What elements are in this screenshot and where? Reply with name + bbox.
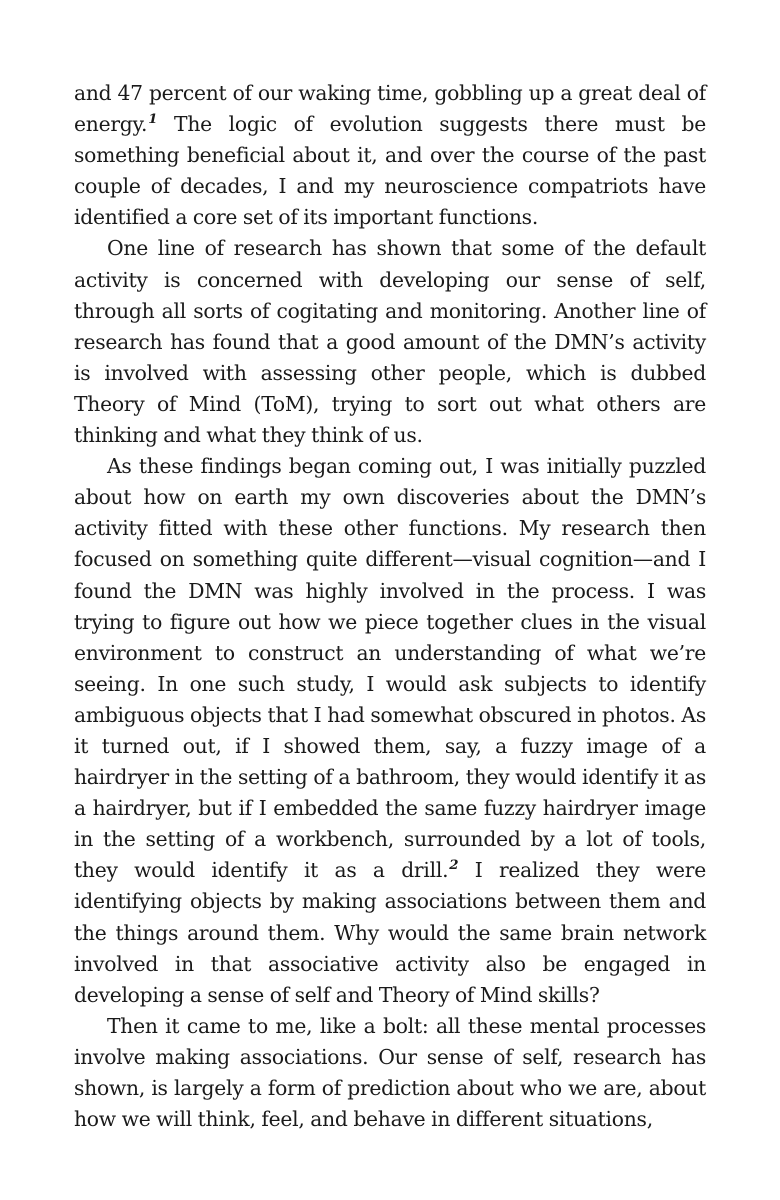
paragraph-1-text-b: The logic of evolution suggests there must be something beneficial about it, and over the course of the past couple of decades, I and my neuroscience compatriots have identified a core set of its important functions. xyxy=(74,112,706,230)
paragraph-4-text: Then it came to me, like a bolt: all these mental processes involve making associations. Our sense of self, research has shown, is largely a form of prediction about who we are, about how we will think, feel, and behave in different situations, xyxy=(74,1013,706,1132)
paragraph-2-text: One line of research has shown that some of the default activity is concerned with developing our sense of self, through all sorts of cogitating and monitoring. Another line of research has found that a good amount of the DMN’s activity is involved with assessing other people, which is dubbed Theory of Mind (ToM), trying to sort out what others are thinking and what they think of us. xyxy=(74,236,706,448)
paragraph-3 xyxy=(74,451,706,1011)
paragraph-2 xyxy=(74,233,706,451)
paragraph-1-text-a: and 47 percent of our waking time, gobbling up a great deal of energy. xyxy=(74,81,706,137)
paragraph-4 xyxy=(74,1011,706,1135)
footnote-1-marker[interactable]: 1 xyxy=(148,111,158,128)
paragraph-3-text-a: As these findings began coming out, I was initially puzzled about how on earth my own discoveries about the DMN’s activity fitted with these other functions. My research then focused on something quite different—visual cognition—and I found the DMN was highly involved in the process. I was trying to figure out how we piece together clues in the visual environment to construct an understanding of what we’re seeing. In one such study, I would ask subjects to identify ambiguous objects that I had somewhat obscured in photos. As it turned out, if I showed them, say, a fuzzy image of a hairdryer in the setting of a bathroom, they would identify it as a hairdryer, but if I embedded the same fuzzy hairdryer image in the setting of a workbench, surrounded by a lot of tools, they would identify it as a drill. xyxy=(74,454,706,883)
paragraph-3-text-b: I realized they were identifying objects by making associations between them and the things around them. Why would the same brain network involved in that associative activity also be engaged in developing a sense of self and Theory of Mind skills? xyxy=(74,858,706,1007)
footnote-2-marker[interactable]: 2 xyxy=(449,857,459,874)
paragraph-1 xyxy=(74,78,706,233)
